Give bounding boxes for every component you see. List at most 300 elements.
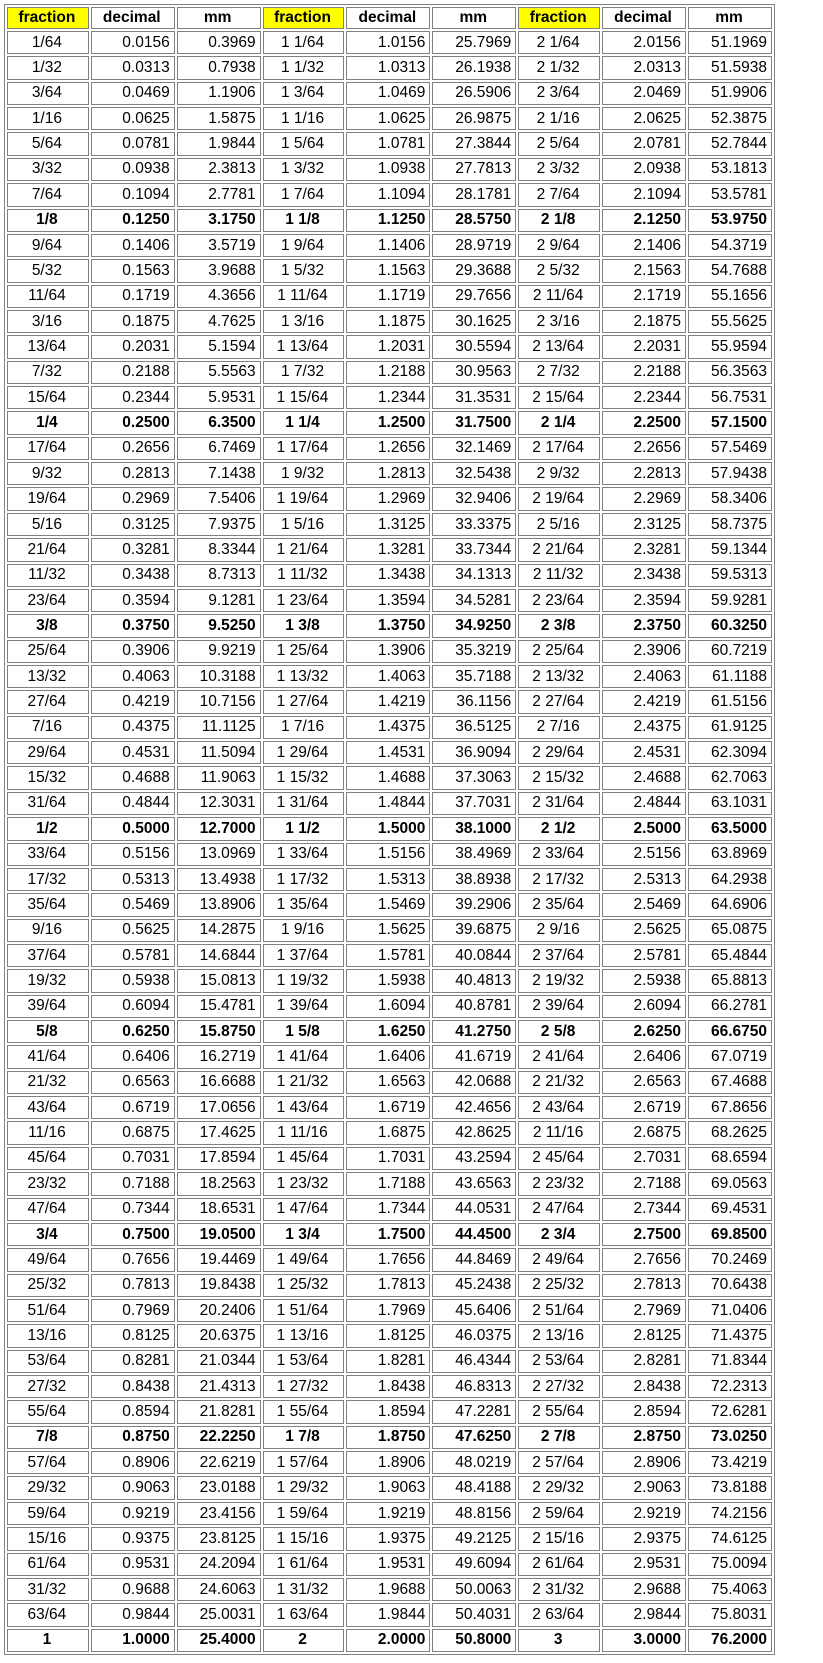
mm-cell: 68.2625 xyxy=(688,1121,772,1144)
decimal-cell: 0.7500 xyxy=(91,1223,175,1246)
decimal-cell: 0.4375 xyxy=(91,716,175,739)
mm-cell: 66.2781 xyxy=(688,995,772,1018)
mm-cell: 13.8906 xyxy=(177,893,261,916)
fraction-cell: 1 9/32 xyxy=(263,462,345,485)
decimal-cell: 2.7188 xyxy=(602,1172,686,1195)
fraction-cell: 7/32 xyxy=(7,361,89,384)
decimal-cell: 1.5938 xyxy=(346,969,430,992)
mm-cell: 4.7625 xyxy=(177,310,261,333)
decimal-cell: 2.9688 xyxy=(602,1578,686,1601)
mm-cell: 5.5563 xyxy=(177,361,261,384)
mm-cell: 57.1500 xyxy=(688,411,772,434)
fraction-cell: 23/32 xyxy=(7,1172,89,1195)
decimal-cell: 2.0000 xyxy=(346,1629,430,1652)
table-row xyxy=(7,183,772,206)
fraction-cell: 2 3/64 xyxy=(518,82,600,105)
table-body xyxy=(7,31,772,1652)
mm-cell: 25.7969 xyxy=(432,31,516,54)
mm-cell: 52.7844 xyxy=(688,132,772,155)
fraction-cell: 1 21/32 xyxy=(263,1071,345,1094)
fraction-cell: 2 43/64 xyxy=(518,1096,600,1119)
decimal-cell: 0.8125 xyxy=(91,1324,175,1347)
fraction-cell: 1 3/64 xyxy=(263,82,345,105)
mm-cell: 17.4625 xyxy=(177,1121,261,1144)
mm-cell: 19.8438 xyxy=(177,1274,261,1297)
fraction-cell: 25/32 xyxy=(7,1274,89,1297)
table-row xyxy=(7,792,772,815)
mm-cell: 5.9531 xyxy=(177,386,261,409)
fraction-cell: 33/64 xyxy=(7,843,89,866)
fraction-cell: 1 5/16 xyxy=(263,513,345,536)
table-row xyxy=(7,1578,772,1601)
mm-cell: 69.4531 xyxy=(688,1198,772,1221)
decimal-cell: 1.3750 xyxy=(346,614,430,637)
decimal-cell: 2.3438 xyxy=(602,564,686,587)
mm-cell: 64.2938 xyxy=(688,868,772,891)
fraction-cell: 2 5/8 xyxy=(518,1020,600,1043)
table-row xyxy=(7,1172,772,1195)
mm-cell: 27.7813 xyxy=(432,158,516,181)
fraction-cell: 2 3/8 xyxy=(518,614,600,637)
fraction-cell: 2 11/32 xyxy=(518,564,600,587)
fraction-cell: 1 13/16 xyxy=(263,1324,345,1347)
mm-cell: 21.8281 xyxy=(177,1400,261,1423)
decimal-cell: 1.3594 xyxy=(346,589,430,612)
table-row xyxy=(7,1426,772,1449)
decimal-cell: 1.2969 xyxy=(346,487,430,510)
mm-cell: 58.7375 xyxy=(688,513,772,536)
mm-cell: 16.2719 xyxy=(177,1045,261,1068)
decimal-cell: 0.7344 xyxy=(91,1198,175,1221)
table-row xyxy=(7,437,772,460)
fraction-cell: 2 47/64 xyxy=(518,1198,600,1221)
decimal-cell: 0.5156 xyxy=(91,843,175,866)
mm-cell: 3.9688 xyxy=(177,259,261,282)
decimal-cell: 0.7656 xyxy=(91,1248,175,1271)
fraction-cell: 2 11/64 xyxy=(518,285,600,308)
decimal-cell: 1.9219 xyxy=(346,1502,430,1525)
fraction-cell: 7/16 xyxy=(7,716,89,739)
fraction-cell: 51/64 xyxy=(7,1299,89,1322)
table-row xyxy=(7,766,772,789)
fraction-cell: 1 3/16 xyxy=(263,310,345,333)
fraction-cell: 1 19/64 xyxy=(263,487,345,510)
decimal-cell: 1.0313 xyxy=(346,56,430,79)
decimal-cell: 0.5781 xyxy=(91,944,175,967)
fraction-cell: 1 17/64 xyxy=(263,437,345,460)
fraction-cell: 15/64 xyxy=(7,386,89,409)
decimal-cell: 2.6875 xyxy=(602,1121,686,1144)
mm-cell: 2.3813 xyxy=(177,158,261,181)
fraction-cell: 2 19/32 xyxy=(518,969,600,992)
table-row xyxy=(7,487,772,510)
decimal-cell: 2.8594 xyxy=(602,1400,686,1423)
decimal-cell: 2.3125 xyxy=(602,513,686,536)
decimal-cell: 0.1875 xyxy=(91,310,175,333)
fraction-cell: 2 31/32 xyxy=(518,1578,600,1601)
fraction-cell: 2 23/64 xyxy=(518,589,600,612)
decimal-cell: 0.2344 xyxy=(91,386,175,409)
decimal-cell: 0.1250 xyxy=(91,209,175,232)
table-row xyxy=(7,919,772,942)
decimal-cell: 0.6875 xyxy=(91,1121,175,1144)
decimal-cell: 0.2969 xyxy=(91,487,175,510)
table-row xyxy=(7,1350,772,1373)
decimal-cell: 0.9219 xyxy=(91,1502,175,1525)
mm-cell: 41.6719 xyxy=(432,1045,516,1068)
fraction-cell: 29/32 xyxy=(7,1476,89,1499)
mm-cell: 57.9438 xyxy=(688,462,772,485)
mm-cell: 71.8344 xyxy=(688,1350,772,1373)
table-row xyxy=(7,741,772,764)
mm-cell: 36.1156 xyxy=(432,690,516,713)
decimal-cell: 1.6875 xyxy=(346,1121,430,1144)
decimal-cell: 2.2031 xyxy=(602,335,686,358)
table-row xyxy=(7,817,772,840)
fraction-cell: 1 39/64 xyxy=(263,995,345,1018)
fraction-cell: 1 53/64 xyxy=(263,1350,345,1373)
mm-cell: 46.8313 xyxy=(432,1375,516,1398)
decimal-cell: 1.6719 xyxy=(346,1096,430,1119)
decimal-cell: 1.9844 xyxy=(346,1603,430,1626)
mm-cell: 53.9750 xyxy=(688,209,772,232)
fraction-cell: 1 43/64 xyxy=(263,1096,345,1119)
mm-cell: 23.0188 xyxy=(177,1476,261,1499)
mm-cell: 17.8594 xyxy=(177,1147,261,1170)
table-row xyxy=(7,1198,772,1221)
fraction-cell: 2 57/64 xyxy=(518,1451,600,1474)
table-row xyxy=(7,132,772,155)
decimal-cell: 0.3594 xyxy=(91,589,175,612)
decimal-cell: 2.7500 xyxy=(602,1223,686,1246)
decimal-cell: 1.8125 xyxy=(346,1324,430,1347)
decimal-cell: 1.8438 xyxy=(346,1375,430,1398)
mm-cell: 65.8813 xyxy=(688,969,772,992)
mm-cell: 0.3969 xyxy=(177,31,261,54)
decimal-cell: 1.4844 xyxy=(346,792,430,815)
decimal-cell: 2.0469 xyxy=(602,82,686,105)
fraction-cell: 17/64 xyxy=(7,437,89,460)
mm-cell: 50.0063 xyxy=(432,1578,516,1601)
mm-cell: 76.2000 xyxy=(688,1629,772,1652)
mm-cell: 48.0219 xyxy=(432,1451,516,1474)
mm-cell: 55.9594 xyxy=(688,335,772,358)
fraction-cell: 13/32 xyxy=(7,665,89,688)
decimal-cell: 0.0313 xyxy=(91,56,175,79)
decimal-cell: 0.5625 xyxy=(91,919,175,942)
mm-cell: 43.6563 xyxy=(432,1172,516,1195)
fraction-cell: 2 29/64 xyxy=(518,741,600,764)
fraction-cell: 2 5/32 xyxy=(518,259,600,282)
mm-cell: 10.3188 xyxy=(177,665,261,688)
mm-cell: 23.4156 xyxy=(177,1502,261,1525)
fraction-cell: 1 5/64 xyxy=(263,132,345,155)
table-row xyxy=(7,640,772,663)
fraction-cell: 1 55/64 xyxy=(263,1400,345,1423)
fraction-cell: 1 31/64 xyxy=(263,792,345,815)
fraction-cell: 61/64 xyxy=(7,1553,89,1576)
table-row xyxy=(7,1274,772,1297)
mm-cell: 49.6094 xyxy=(432,1553,516,1576)
fraction-cell: 31/64 xyxy=(7,792,89,815)
decimal-cell: 1.2813 xyxy=(346,462,430,485)
mm-cell: 67.8656 xyxy=(688,1096,772,1119)
fraction-cell: 1/2 xyxy=(7,817,89,840)
fraction-cell: 1 33/64 xyxy=(263,843,345,866)
mm-cell: 22.2250 xyxy=(177,1426,261,1449)
decimal-cell: 1.4063 xyxy=(346,665,430,688)
decimal-cell: 2.5781 xyxy=(602,944,686,967)
decimal-cell: 1.2500 xyxy=(346,411,430,434)
fraction-cell: 1 7/16 xyxy=(263,716,345,739)
mm-cell: 3.5719 xyxy=(177,234,261,257)
mm-cell: 49.2125 xyxy=(432,1527,516,1550)
fraction-cell: 23/64 xyxy=(7,589,89,612)
mm-cell: 75.0094 xyxy=(688,1553,772,1576)
decimal-cell: 0.1563 xyxy=(91,259,175,282)
fraction-cell: 27/32 xyxy=(7,1375,89,1398)
fraction-cell: 7/8 xyxy=(7,1426,89,1449)
mm-cell: 8.3344 xyxy=(177,538,261,561)
table-row xyxy=(7,1020,772,1043)
decimal-cell: 1.1094 xyxy=(346,183,430,206)
decimal-cell: 0.5313 xyxy=(91,868,175,891)
decimal-cell: 2.9219 xyxy=(602,1502,686,1525)
decimal-cell: 1.2188 xyxy=(346,361,430,384)
decimal-cell: 0.5938 xyxy=(91,969,175,992)
fraction-cell: 1 49/64 xyxy=(263,1248,345,1271)
mm-cell: 38.1000 xyxy=(432,817,516,840)
decimal-cell: 0.0625 xyxy=(91,107,175,130)
fraction-cell: 2 5/16 xyxy=(518,513,600,536)
decimal-cell: 1.6563 xyxy=(346,1071,430,1094)
mm-cell: 59.9281 xyxy=(688,589,772,612)
table-row xyxy=(7,1223,772,1246)
decimal-cell: 0.4844 xyxy=(91,792,175,815)
fraction-cell: 2 3/16 xyxy=(518,310,600,333)
mm-cell: 32.9406 xyxy=(432,487,516,510)
decimal-cell: 0.9531 xyxy=(91,1553,175,1576)
decimal-cell: 1.5625 xyxy=(346,919,430,942)
fraction-cell: 1 47/64 xyxy=(263,1198,345,1221)
decimal-cell: 2.8438 xyxy=(602,1375,686,1398)
decimal-cell: 1.6094 xyxy=(346,995,430,1018)
decimal-cell: 1.1875 xyxy=(346,310,430,333)
decimal-cell: 1.1719 xyxy=(346,285,430,308)
decimal-cell: 2.9844 xyxy=(602,1603,686,1626)
mm-cell: 28.9719 xyxy=(432,234,516,257)
fraction-cell: 2 13/16 xyxy=(518,1324,600,1347)
decimal-cell: 0.9375 xyxy=(91,1527,175,1550)
mm-cell: 15.0813 xyxy=(177,969,261,992)
decimal-cell: 1.0625 xyxy=(346,107,430,130)
fraction-cell: 13/64 xyxy=(7,335,89,358)
fraction-cell: 1 3/4 xyxy=(263,1223,345,1246)
mm-cell: 60.7219 xyxy=(688,640,772,663)
mm-cell: 9.9219 xyxy=(177,640,261,663)
fraction-cell: 21/64 xyxy=(7,538,89,561)
decimal-cell: 2.4063 xyxy=(602,665,686,688)
mm-cell: 20.2406 xyxy=(177,1299,261,1322)
fraction-cell: 1 25/64 xyxy=(263,640,345,663)
fraction-cell: 37/64 xyxy=(7,944,89,967)
mm-cell: 2.7781 xyxy=(177,183,261,206)
fraction-cell: 1 7/64 xyxy=(263,183,345,206)
decimal-cell: 0.3125 xyxy=(91,513,175,536)
fraction-cell: 1/16 xyxy=(7,107,89,130)
decimal-cell: 1.7656 xyxy=(346,1248,430,1271)
fraction-cell: 1 27/64 xyxy=(263,690,345,713)
header-fraction: fraction xyxy=(7,7,89,29)
mm-cell: 36.5125 xyxy=(432,716,516,739)
fraction-cell: 1 13/64 xyxy=(263,335,345,358)
decimal-cell: 2.1406 xyxy=(602,234,686,257)
mm-cell: 43.2594 xyxy=(432,1147,516,1170)
table-row xyxy=(7,209,772,232)
decimal-cell: 0.0469 xyxy=(91,82,175,105)
decimal-cell: 2.0781 xyxy=(602,132,686,155)
mm-cell: 18.6531 xyxy=(177,1198,261,1221)
fraction-cell: 19/64 xyxy=(7,487,89,510)
decimal-cell: 2.1875 xyxy=(602,310,686,333)
fraction-cell: 1 15/16 xyxy=(263,1527,345,1550)
mm-cell: 26.1938 xyxy=(432,56,516,79)
header-decimal: decimal xyxy=(346,7,430,29)
mm-cell: 1.1906 xyxy=(177,82,261,105)
mm-cell: 62.3094 xyxy=(688,741,772,764)
decimal-cell: 0.9688 xyxy=(91,1578,175,1601)
mm-cell: 50.4031 xyxy=(432,1603,516,1626)
table-row xyxy=(7,1553,772,1576)
table-row xyxy=(7,665,772,688)
table-row xyxy=(7,107,772,130)
fraction-cell: 1 3/8 xyxy=(263,614,345,637)
fraction-cell: 9/32 xyxy=(7,462,89,485)
mm-cell: 42.4656 xyxy=(432,1096,516,1119)
mm-cell: 44.4500 xyxy=(432,1223,516,1246)
decimal-cell: 2.1563 xyxy=(602,259,686,282)
mm-cell: 34.5281 xyxy=(432,589,516,612)
mm-cell: 65.4844 xyxy=(688,944,772,967)
decimal-cell: 0.4219 xyxy=(91,690,175,713)
fraction-cell: 2 51/64 xyxy=(518,1299,600,1322)
table-row xyxy=(7,158,772,181)
table-row xyxy=(7,690,772,713)
fraction-cell: 17/32 xyxy=(7,868,89,891)
decimal-cell: 1.5156 xyxy=(346,843,430,866)
fraction-cell: 2 31/64 xyxy=(518,792,600,815)
mm-cell: 45.6406 xyxy=(432,1299,516,1322)
mm-cell: 19.4469 xyxy=(177,1248,261,1271)
fraction-cell: 1 13/32 xyxy=(263,665,345,688)
decimal-cell: 1.0938 xyxy=(346,158,430,181)
decimal-cell: 1.2656 xyxy=(346,437,430,460)
mm-cell: 45.2438 xyxy=(432,1274,516,1297)
mm-cell: 7.9375 xyxy=(177,513,261,536)
mm-cell: 30.5594 xyxy=(432,335,516,358)
decimal-cell: 1.8594 xyxy=(346,1400,430,1423)
fraction-cell: 39/64 xyxy=(7,995,89,1018)
mm-cell: 65.0875 xyxy=(688,919,772,942)
mm-cell: 20.6375 xyxy=(177,1324,261,1347)
mm-cell: 16.6688 xyxy=(177,1071,261,1094)
decimal-cell: 0.3750 xyxy=(91,614,175,637)
fraction-cell: 1 23/64 xyxy=(263,589,345,612)
decimal-cell: 2.7656 xyxy=(602,1248,686,1271)
fraction-cell: 1 23/32 xyxy=(263,1172,345,1195)
decimal-cell: 1.8750 xyxy=(346,1426,430,1449)
decimal-cell: 0.0781 xyxy=(91,132,175,155)
mm-cell: 55.5625 xyxy=(688,310,772,333)
mm-cell: 4.3656 xyxy=(177,285,261,308)
mm-cell: 66.6750 xyxy=(688,1020,772,1043)
fraction-cell: 2 17/32 xyxy=(518,868,600,891)
mm-cell: 17.0656 xyxy=(177,1096,261,1119)
mm-cell: 10.7156 xyxy=(177,690,261,713)
decimal-cell: 0.5000 xyxy=(91,817,175,840)
fraction-cell: 1 51/64 xyxy=(263,1299,345,1322)
mm-cell: 40.8781 xyxy=(432,995,516,1018)
mm-cell: 9.5250 xyxy=(177,614,261,637)
fraction-cell: 7/64 xyxy=(7,183,89,206)
fraction-cell: 25/64 xyxy=(7,640,89,663)
table-row xyxy=(7,1451,772,1474)
decimal-cell: 1.7031 xyxy=(346,1147,430,1170)
decimal-cell: 1.5469 xyxy=(346,893,430,916)
header-fraction: fraction xyxy=(263,7,345,29)
mm-cell: 34.9250 xyxy=(432,614,516,637)
fraction-cell: 15/32 xyxy=(7,766,89,789)
mm-cell: 35.7188 xyxy=(432,665,516,688)
decimal-cell: 0.0156 xyxy=(91,31,175,54)
table-row xyxy=(7,614,772,637)
fraction-cell: 1 41/64 xyxy=(263,1045,345,1068)
decimal-cell: 2.5313 xyxy=(602,868,686,891)
decimal-cell: 0.1719 xyxy=(91,285,175,308)
decimal-cell: 2.2500 xyxy=(602,411,686,434)
decimal-cell: 0.1406 xyxy=(91,234,175,257)
mm-cell: 14.6844 xyxy=(177,944,261,967)
decimal-cell: 1.3125 xyxy=(346,513,430,536)
fraction-cell: 2 23/32 xyxy=(518,1172,600,1195)
mm-cell: 75.8031 xyxy=(688,1603,772,1626)
mm-cell: 51.1969 xyxy=(688,31,772,54)
decimal-cell: 0.8594 xyxy=(91,1400,175,1423)
fraction-cell: 43/64 xyxy=(7,1096,89,1119)
mm-cell: 53.5781 xyxy=(688,183,772,206)
decimal-cell: 1.7813 xyxy=(346,1274,430,1297)
fraction-cell: 1/8 xyxy=(7,209,89,232)
fraction-cell: 1 3/32 xyxy=(263,158,345,181)
mm-cell: 42.0688 xyxy=(432,1071,516,1094)
decimal-cell: 2.0625 xyxy=(602,107,686,130)
decimal-cell: 0.0938 xyxy=(91,158,175,181)
decimal-cell: 2.5469 xyxy=(602,893,686,916)
decimal-cell: 0.6563 xyxy=(91,1071,175,1094)
fraction-cell: 49/64 xyxy=(7,1248,89,1271)
fraction-cell: 45/64 xyxy=(7,1147,89,1170)
fraction-cell: 2 55/64 xyxy=(518,1400,600,1423)
fraction-cell: 1 1/8 xyxy=(263,209,345,232)
mm-cell: 40.0844 xyxy=(432,944,516,967)
mm-cell: 31.7500 xyxy=(432,411,516,434)
decimal-cell: 2.7813 xyxy=(602,1274,686,1297)
fraction-cell: 2 63/64 xyxy=(518,1603,600,1626)
table-row xyxy=(7,335,772,358)
mm-cell: 64.6906 xyxy=(688,893,772,916)
fraction-cell: 1 9/16 xyxy=(263,919,345,942)
fraction-cell: 63/64 xyxy=(7,1603,89,1626)
